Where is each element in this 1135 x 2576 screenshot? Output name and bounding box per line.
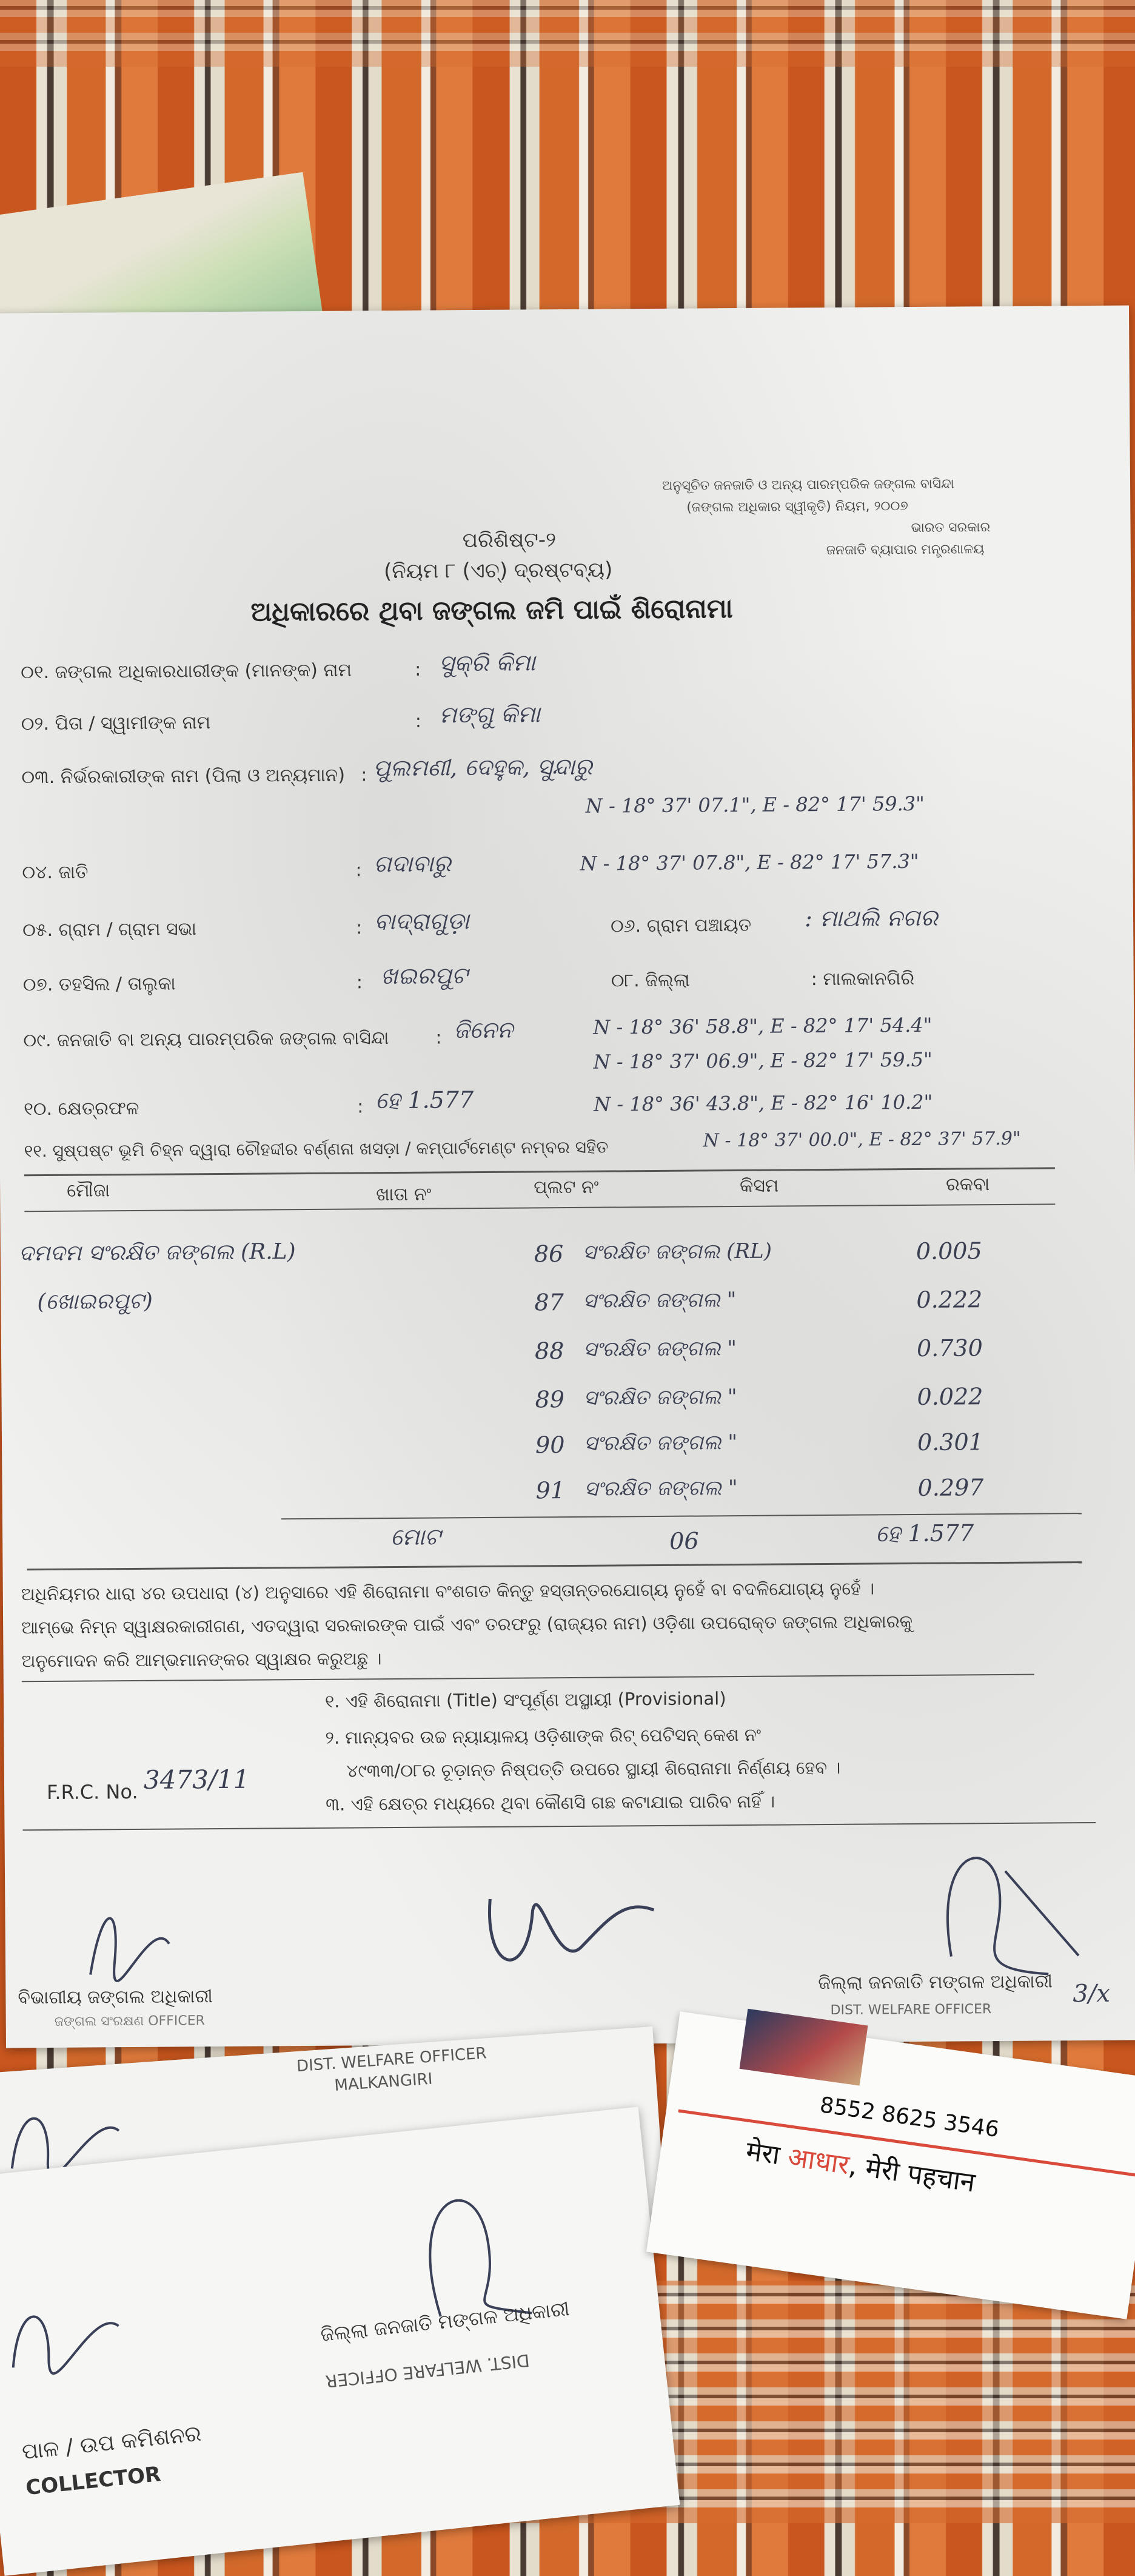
aadhaar-tagline-accent: आधार <box>786 2141 851 2181</box>
dwo-title: ଜିଲ୍ଲା ଜନଜାତି ମଙ୍ଗଳ ଅଧିକାରୀ <box>818 1971 1053 1994</box>
field-label: ୦୬. ଗ୍ରାମ ପଞ୍ଚାୟତ <box>610 914 752 937</box>
field-row-village: ୦୫. ଗ୍ରାମ / ଗ୍ରାମ ସଭା : ବାଦ୍ରାଗୁଡ଼ା ୦୬. ଗ୍ରାମ ପଞ୍ଚାୟତ : ମାଥଲି ନଗର <box>22 904 938 941</box>
field-value: : ମାଲକାନଗିରି <box>811 967 915 990</box>
table-header-khata: ଖାତା ନଂ <box>376 1183 432 1206</box>
field-label: ୦୭. ତହସିଲ / ତାଲୁକା <box>22 973 176 996</box>
mouza-name: ଦମଦମ ସଂରକ୍ଷିତ ଜଙ୍ଗଲ (R.L) <box>18 1239 296 1266</box>
field-label: ୦୫. ଗ୍ରାମ / ଗ୍ରାମ ସଭା <box>22 918 197 941</box>
field-label: ୦୧. ଜଙ୍ଗଲ ଅଧିକାରଧାରୀଙ୍କ (ମାନଙ୍କ) ନାମ <box>21 659 352 684</box>
plot-area: 0.730 <box>916 1334 983 1362</box>
dfo-stamp: ଜଙ୍ଗଲ ସଂରକ୍ଷଣ OFFICER <box>54 2013 205 2030</box>
table-bottom-rule <box>27 1561 1082 1570</box>
plot-kisam: ସଂରକ୍ଷିତ ଜଙ୍ଗଲ " <box>583 1288 737 1313</box>
dwo-initials: 3/x <box>1073 1979 1111 2008</box>
document-title: ଅଧିକାରରେ ଥିବା ଜଙ୍ଗଲ ଜମି ପାଇଁ ଶିରୋନାମା <box>250 593 733 628</box>
collector-signature-2 <box>0 2283 130 2389</box>
field-value-handwritten: ଖଇରପୁଟ <box>380 962 468 990</box>
plot-number: 89 <box>535 1386 565 1413</box>
plot-kisam: ସଂରକ୍ଷିତ ଜଙ୍ଗଲ " <box>583 1336 737 1362</box>
welfare-stamp-mirrored: DIST. WELFARE OFFICER <box>324 2350 531 2392</box>
frc-label: F.R.C. No. <box>46 1780 138 1804</box>
collector-document-2 <box>0 2107 680 2575</box>
field-row-caste: ୦୪. ଜାତି : ଗଦାବାରୁ N - 18° 37' 07.8", E - 82° 17' 57.3" <box>22 849 919 884</box>
table-header-rule <box>24 1203 1055 1212</box>
dwo-signature <box>926 1834 1085 1983</box>
plot-kisam: ସଂରକ୍ଷିତ ଜଙ୍ଗଲ " <box>584 1476 738 1501</box>
declaration-line-3: ଅନୁମୋଦନ କରି ଆମ୍ଭମାନଙ୍କର ସ୍ୱାକ୍ଷର କରୁଅଛୁ । <box>21 1648 382 1672</box>
forest-title-document <box>0 306 1135 2048</box>
field-row-area: ୧୦. କ୍ଷେତ୍ରଫଳ : ହେ 1.577 N - 18° 36' 43.8", E - 82° 16' 10.2" <box>24 1086 933 1120</box>
rule-reference: (ନିୟମ ୮ (ଏଚ୍) ଦ୍ରଷ୍ଟବ୍ୟ) <box>383 557 613 584</box>
collector-title-2: ପାଳ / ଉପ କମିଶନର <box>21 2421 203 2465</box>
field-value-handwritten: ଜିନେନ <box>454 1016 514 1044</box>
gps-coordinate: N - 18° 36' 58.8", E - 82° 17' 54.4" <box>593 1013 932 1039</box>
note-1: ୧. ଏହି ଶିରୋନାମା (Title) ସଂପୂର୍ଣ୍ଣ ଅସ୍ଥାୟୀ (Provisional) <box>324 1688 726 1712</box>
plot-area: 0.222 <box>916 1286 983 1313</box>
field-value-handwritten: ମଙ୍ଗୁ କିମା <box>439 701 541 728</box>
field-label: ୦୮. ଜିଲ୍ଲା <box>611 969 690 992</box>
total-area: ହେ 1.577 <box>875 1519 974 1547</box>
notes-bottom-rule <box>22 1822 1096 1831</box>
gps-coordinate: N - 18° 37' 06.9", E - 82° 17' 59.5" <box>593 1048 932 1074</box>
gps-coordinate: N - 18° 37' 07.8", E - 82° 17' 57.3" <box>580 849 919 875</box>
plot-area: 0.005 <box>916 1237 982 1265</box>
field-value-handwritten: ବାଦ୍ରାଗୁଡ଼ା <box>373 907 470 935</box>
welfare-title-2: ଜିଲ୍ଲା ଜନଜାତି ମଙ୍ଗଳ ଅଧିକାରୀ <box>319 2297 571 2346</box>
declaration-line-1: ଅଧିନିୟମର ଧାରା ୪ର ଉପଧାରା (୪) ଅନୁସାରେ ଏହି ଶିରୋନାମା ବଂଶଗତ କିନ୍ତୁ ହସ୍ତାନ୍ତରଯୋଗ୍ୟ ନୁହେଁ ବା ବଦଳିଯୋଗ୍ୟ ନୁହେଁ । <box>21 1578 875 1605</box>
plot-number: 87 <box>534 1289 564 1316</box>
plot-area: 0.301 <box>917 1428 984 1456</box>
dfo-signature <box>78 1889 175 1989</box>
table-header-plot: ପ୍ଲଟ ନଂ <box>534 1176 599 1199</box>
field-value-handwritten: ଗଦାବାରୁ <box>373 850 451 878</box>
welfare-stamp-town: MALKANGIRI <box>333 2070 434 2095</box>
plot-number: 88 <box>534 1337 564 1365</box>
frc-number: 3473/11 <box>143 1764 250 1795</box>
aadhaar-number: 8552 8625 3546 <box>818 2093 1001 2143</box>
notice-line-1: ଅନୁସୂଚିତ ଜନଜାତି ଓ ଅନ୍ୟ ପାରମ୍ପରିକ ଜଙ୍ଗଲ ବାସିନ୍ଦା <box>661 476 954 494</box>
central-signature <box>478 1874 660 1999</box>
collector-title-2-en: COLLECTOR <box>24 2462 162 2501</box>
declaration-rule <box>22 1674 1034 1683</box>
notice-line-2: (ଜଙ୍ଗଲ ଅଧିକାର ସ୍ୱୀକୃତି) ନିୟମ, ୨୦୦୭ <box>686 499 908 516</box>
plot-number: 90 <box>535 1431 565 1459</box>
declaration-line-2: ଆମ୍ଭେ ନିମ୍ନ ସ୍ୱାକ୍ଷରକାରୀଗଣ, ଏତଦ୍ୱାରା ସରକାରଙ୍କ ପାଇଁ ଏବଂ ତରଫରୁ (ରାଜ୍ୟର ନାମ) ଓଡ଼ିଶା ଉପରୋକ୍ତ ଜଙ୍ଗଲ ଅଧିକାରକୁ <box>21 1611 913 1638</box>
boundary-description-label: ୧୧. ସୁଷ୍ପଷ୍ଟ ଭୂମି ଚିହ୍ନ ଦ୍ୱାରା ଚୌହଦ୍ଦୀର ବର୍ଣ୍ଣନା ଖସଡ଼ା / କମ୍ପାର୍ଟମେଣ୍ଟ ନମ୍ବର ସହିତ <box>24 1137 609 1162</box>
mouza-subname: (ଖୋଇରପୁଟ) <box>37 1288 153 1315</box>
note-3: ୩. ଏହି କ୍ଷେତ୍ର ମଧ୍ୟରେ ଥିବା କୌଣସି ଗଛ କଟାଯାଇ ପାରିବ ନାହିଁ । <box>326 1791 775 1815</box>
field-row-holder-name: ୦୧. ଜଙ୍ଗଲ ଅଧିକାରଧାରୀଙ୍କ (ମାନଙ୍କ) ନାମ : ସୁକ୍ରି କିମା <box>21 649 536 684</box>
aadhaar-tagline: मेरा आधार, मेरी पहचान <box>744 2135 977 2199</box>
dfo-title: ବିଭାଗୀୟ ଜଙ୍ଗଲ ଅଧିକାରୀ <box>18 1986 213 2009</box>
mat-background-top <box>0 0 1135 67</box>
field-row-tahasil: ୦୭. ତହସିଲ / ତାଲୁକା : ଖଇରପୁଟ ୦୮. ଜିଲ୍ଲା : ମାଲକାନଗିରି <box>22 962 915 996</box>
table-total-rule <box>281 1513 1082 1519</box>
total-label: ମୋଟ <box>390 1523 441 1551</box>
gps-coordinate: N - 18° 36' 43.8", E - 82° 16' 10.2" <box>594 1090 933 1116</box>
plot-kisam: ସଂରକ୍ଷିତ ଜଙ୍ଗଲ " <box>583 1385 737 1410</box>
field-label: ୦୩. ନିର୍ଭରକାରୀଙ୍କ ନାମ (ପିଲା ଓ ଅନ୍ୟମାନ) <box>21 764 346 789</box>
table-header-kisam: କିସମ <box>739 1175 779 1197</box>
plot-area: 0.297 <box>917 1474 984 1501</box>
field-label: ୦୪. ଜାତି <box>22 861 89 884</box>
field-value-handwritten: : ମାଥଲି ନଗର <box>804 904 938 932</box>
table-header-area: ରକବା <box>945 1174 990 1196</box>
notice-line-3: ଭାରତ ସରକାର <box>911 520 991 536</box>
plot-number: 86 <box>534 1240 564 1268</box>
plot-number: 91 <box>535 1477 566 1504</box>
notice-line-4: ଜନଜାତି ବ୍ୟାପାର ମନ୍ତ୍ରଣାଳୟ <box>826 542 985 558</box>
note-2: ୨. ମାନ୍ୟବର ଉଚ୍ଚ ନ୍ୟାୟାଳୟ ଓଡ଼ିଶାଙ୍କ ରିଟ୍ ପେଟିସନ୍ କେଶ ନଂ <box>325 1724 762 1748</box>
field-label: ୦୯. ଜନଜାତି ବା ଅନ୍ୟ ପାରମ୍ପରିକ ଜଙ୍ଗଲ ବାସିନ୍ଦା <box>23 1027 389 1052</box>
field-row-community: ୦୯. ଜନଜାତି ବା ଅନ୍ୟ ପାରମ୍ପରିକ ଜଙ୍ଗଲ ବାସିନ୍ଦା : ଜିନେନ N - 18° 36' 58.8", E - 82° 17' 54.4" N - 18° 37' 06.9", E - 82° 17' 59.5" <box>23 1013 932 1074</box>
field-value-handwritten: ହେ 1.577 <box>375 1086 474 1114</box>
table-top-rule <box>24 1167 1055 1176</box>
table-header-mouza: ମୌଜା <box>67 1180 110 1202</box>
annex-label: ପରିଶିଷ୍ଟ-୨ <box>462 528 557 553</box>
plot-kisam: ସଂରକ୍ଷିତ ଜଙ୍ଗଲ (RL) <box>582 1239 772 1265</box>
dwo-stamp: DIST. WELFARE OFFICER <box>830 2002 992 2019</box>
field-label: ୧୦. କ୍ଷେତ୍ରଫଳ <box>24 1097 139 1120</box>
field-label: ୦୨. ପିତା / ସ୍ୱାମୀଙ୍କ ନାମ <box>21 712 211 735</box>
gps-coordinate: N - 18° 37' 07.1", E - 82° 17' 59.3" <box>585 792 925 818</box>
total-plot-count: 06 <box>669 1527 699 1555</box>
field-value-handwritten: ସୁକ୍ରି କିମା <box>438 649 536 677</box>
note-2-continued: ୪୯୩୩/୦୮ର ଚୂଡ଼ାନ୍ତ ନିଷ୍ପତ୍ତି ଉପରେ ସ୍ଥାୟୀ ଶିରୋନାମା ନିର୍ଣ୍ଣୟ ହେବ । <box>346 1757 841 1781</box>
plot-kisam: ସଂରକ୍ଷିତ ଜଙ୍ଗଲ " <box>583 1430 738 1456</box>
field-row-dependents: ୦୩. ନିର୍ଭରକାରୀଙ୍କ ନାମ (ପିଲା ଓ ଅନ୍ୟମାନ) : ପୁଲମଣୀ, ଦେହୁକ, ସୁନ୍ଦାରୁ N - 18° 37' 07.1", E - 82° 17' 59.3" <box>21 753 925 818</box>
aadhaar-card <box>646 2011 1135 2319</box>
gps-coordinate: N - 18° 37' 00.0", E - 82° 37' 57.9" <box>703 1128 1021 1152</box>
plot-area: 0.022 <box>917 1383 983 1410</box>
field-row-father-name: ୦୨. ପିତା / ସ୍ୱାମୀଙ୍କ ନାମ : ମଙ୍ଗୁ କିମା <box>21 701 541 735</box>
field-value-handwritten: ପୁଲମଣୀ, ଦେହୁକ, ସୁନ୍ଦାରୁ <box>373 753 592 782</box>
welfare-stamp: DIST. WELFARE OFFICER <box>296 2044 487 2076</box>
